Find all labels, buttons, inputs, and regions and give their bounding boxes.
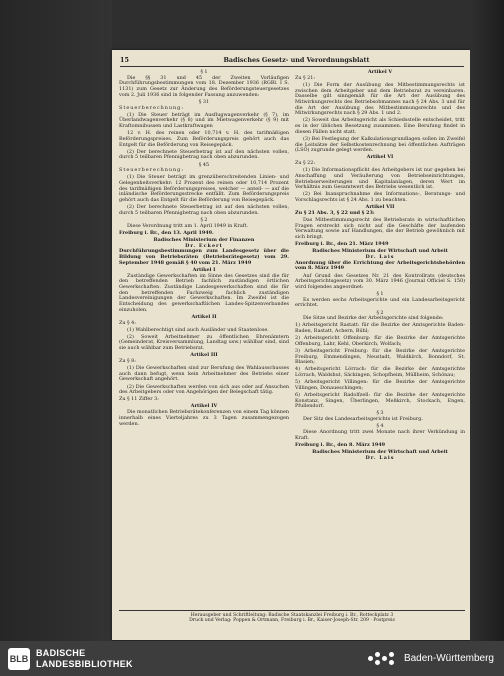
imprint-footer [119,610,465,624]
blb-line-1: BADISCHE [36,647,86,658]
left-text-block: Zu § 11 Ziffer 3: [119,396,159,403]
right-text-block: (3) Bei Festlegung der Kalkulationsgrundlagen sollen im Zweifel die Leitsätze der Selbstkostenrechnung bei öffentlichen Aufträgen (LSÖ) zugrunde gelegt werden. [295,135,465,154]
left-text-block: § 31 [198,98,210,105]
right-text-block: Zu § 21 Abs. 3, § 22 und § 23: [295,209,375,216]
right-text-block: Die Sitze und Bezirke der Arbeitsgerichte sind folgende: [303,315,444,322]
blb-logo[interactable] [8,648,133,670]
right-text-block: Auf Grund des Gesetzes Nr. 21 des Kontrollrats (deutsches Arbeitsgerichtsgesetz) vom 30. März 1946 (Journal Officiel S. 150) wird folgendes angeordnet: [295,272,465,290]
right-text-block: 2) Arbeitsgericht Offenburg: für die Bezirke der Amtsgerichte Offenburg, Lahr, Kehl, Oberkirch, Wolfach; [295,335,465,347]
left-text-block: Zuständige Gewerkschaften im Sinne des Gesetzes sind die für den betreffenden Betrieb fachlich zuständigen örtlichen Gewerkschaften. Zuständige Landesgewerkschaften sind die für den betreffenden Fachzweig fachlich zuständigen Landesvereinigungen der Gewerkschaften. Im Zweifel ist die Entscheidung des gewerkschaftlichen Landes-Spitzenverbandes einzuholen. [119,272,289,313]
right-text-block: 1) Arbeitsgericht Rastatt: für die Bezirke der Amtsgerichte Baden-Baden, Rastatt, Achern, Bühl; [295,322,465,334]
library-footer-bar [0,641,504,676]
blb-logo-mark: BLB [8,648,30,670]
blb-line-2: LANDESBIBLIOTHEK [36,658,133,669]
left-text-block: Artikel III [190,352,218,359]
bw-logo[interactable] [368,651,494,667]
right-text-block: Dr. Lais [365,454,395,461]
left-text-block: (1) Die Steuer beträgt im Ausflugwagenverkehr (§ 7), im Überlandwagenverkehr (§ 8) und im Mietwagenverkehr (§ 9) mit Kraftomnibussen und Lastkraftwagen [119,111,289,130]
left-text-block: Steuerberechnung: [119,104,184,111]
left-text-block: (2) Der berechnete Steuerbetrag ist auf den nächsten vollen, durch 5 teilbaren Pfennigbetrag nach oben abzurunden. [119,204,289,216]
right-page-edge [470,0,504,641]
right-text-block: § 2 [376,309,384,316]
right-text-block: Diese Anordnung tritt zwei Monate nach ihrer Verkündung in Kraft. [295,428,465,441]
left-text-block: Zu § 4: [119,319,136,326]
right-text-block: Es werden sechs Arbeitsgerichte und ein Landesarbeitsgericht errichtet. [295,296,465,309]
right-text-block: 6) Arbeitsgericht Radolfzell: für die Bezirke der Amtsgerichte Konstanz, Singen, Überlingen, Meßkirch, Stockach, Engen, Pfullendorf. [295,391,465,410]
left-text-block: Artikel I [192,266,216,273]
left-text-block: Diese Verordnung tritt am 1. April 1949 in Kraft. [127,222,249,229]
right-text-block: 3) Arbeitsgericht Freiburg: für die Bezirke der Amtsgerichte Freiburg, Emmendingen, Neustadt, Waldkirch, Bonndorf, St. Blasien; [295,347,465,366]
left-text-block: Badisches Ministerium der Finanzen [153,236,255,243]
right-text-block: Artikel VII [365,204,395,211]
journal-title: Badisches Gesetz- und Verordnungsblatt [223,56,370,64]
left-text-block: (2) Der berechnete Steuerbetrag ist auf den nächsten vollen, durch 5 teilbaren Pfennigbetrag nach oben abzurunden. [119,148,289,161]
left-page-edge [0,0,112,641]
right-text-block: Anordnung über die Errichtung der Arbeitsgerichtsbehörden vom 8. März 1949 [295,259,465,272]
page-header [120,56,464,67]
left-text-block: Artikel II [191,313,217,320]
right-text-block: Badisches Ministerium der Wirtschaft und Arbeit [312,448,448,455]
left-text-block: Durchführungsbestimmungen zum Landesgesetz über die Bildung von Betriebsräten (Betriebsrätegesetz) vom 29. September 1948 gemäß § 40 vom 21. März 1949 [119,248,289,266]
left-text-block: (2) Soweit Arbeitnehmer zu öffentlichen Ehrenämtern (Gemeinderat, Kreisversammlung, Landtag usw.) wählbar sind, sind sie auch wählbar zum Betriebsrat. [119,333,289,352]
left-text-block: (2) Die Gewerkschaften werden von sich aus oder auf Ansuchen des Arbeitgebers oder von Angehörigen der Belegschaft tätig. [119,383,289,396]
right-text-block: Dr. Lais [365,254,395,260]
bw-dots-icon [368,651,398,667]
blb-logo-text [36,648,133,670]
left-column [119,70,289,429]
right-text-block: Zu § 22: [295,160,315,167]
right-text-block: Zu § 21: [295,74,315,81]
right-text-block: Badisches Ministerium der Wirtschaft und Arbeit [312,248,448,255]
right-text-block: § 1 [376,291,384,297]
left-text-block: Artikel IV [190,403,218,410]
page-number: 15 [120,56,129,64]
right-text-block: Der Sitz des Landesarbeitsgerichts ist Freiburg. [303,416,423,423]
left-text-block: (1) Die Steuer beträgt im grenzüberschreitenden Linien- und Gelegenheitsverkehr: 12 Prozent des reinen oder 10,714 Prozent des tarifmäßigen Beförderungspreises, welcher — anteil- — auf die inländische Beförderungsstrecke entfällt. Zum Beförderungspreis gehört auch das Entgelt für die Beförderung von Reisegepäck. [119,174,289,204]
bw-state-name: Baden-Württemberg [403,653,494,664]
right-text-block: (1) Die Informationspflicht des Arbeitgebers ist nur gegeben bei Anschaffung und Veräußerung von Betriebseinrichtungen, Betriebserweiterungen und Kapitalanlagen, deren Wert im Verhältnis zum Gesamtwert des Betriebs wesentlich ist. [295,167,465,191]
right-text-block: 4) Arbeitsgericht Lörrach: für die Bezirke der Amtsgerichte Lörrach, Waldshut, Säckingen, Schopfheim, Müllheim, Schönau; [295,366,465,379]
right-text-block: 5) Arbeitsgericht Villingen: für die Bezirke der Amtsgerichte Villingen, Donaueschingen; [295,379,465,391]
left-text-block: Dr. Eckert [185,242,223,249]
right-text-block: (2) Soweit das Arbeitsgericht als Schiedsstelle entscheidet, tritt es in der üblichen Besetzung zusammen. Eine Berufung findet in diesen Fällen nicht statt. [295,117,465,135]
left-text-block: § 1 [200,69,208,75]
left-text-block: Steuerberechnung: [119,167,184,174]
left-text-block: Zu § 8: [119,357,136,364]
right-text-block: Das Mitbestimmungsrecht des Betriebsrats in wirtschaftlichen Fragen erstreckt sich nicht auf die Geschäfte der laufenden Verwaltung sowie auf Handlungen, die der Betrieb gewöhnlich mit sich bringt. [295,217,465,241]
right-text-block: § 4 [376,423,384,430]
left-text-block: (1) Wahlberechtigt sind auch Ausländer und Staatenlose. [127,326,269,333]
left-text-block: Die monatlichen Betriebsrätekonferenzen von einem Tag können innerhalb eines Vierteljahres zu 3 Tagen zusammengezogen werden. [119,409,289,427]
left-text-block: Freiburg i. Br., den 13. April 1949. [119,229,214,236]
left-text-block: § 45 [198,161,210,168]
right-text-block: Freiburg i. Br., den 21. März 1949 [295,241,389,248]
left-text-block: Die §§ 31 und 45 der Zweiten Vorläufigen Durchführungsbestimmungen vom 18. Dezember 1936 (RGBl. I S. 1131) zum Gesetz zur Änderung des Beförderungsteuergesetzes vom 2. Juli 1936 sind in folgender Fassung anzuwenden: [119,74,289,98]
left-text-block: § 2 [200,217,208,223]
right-text-block: Artikel V [367,69,393,75]
right-text-block: Artikel VI [366,154,394,161]
right-text-block: § 3 [376,410,384,417]
imprint-line-2: Druck und Verlag: Poppen & Ortmann, Freiburg i. Br., Kaiser-Joseph-Str. 209 · Postpreis [189,618,395,624]
left-text-block: 12 v. H. des reinen oder 10,714 v. H. des tarifmäßigen Beförderungspreises. Zum Beförderungspreis gehört auch das Entgelt für die Beförderung von Reisegepäck. [119,130,289,148]
document-page [112,50,472,640]
right-text-block: Freiburg i. Br., den 8. März 1949 [295,441,386,448]
right-text-block: (1) Die Form der Ausübung des Mitbestimmungsrechts ist zwischen dem Arbeitgeber und dem Betriebsrat zu vereinbaren. Dasselbe gilt sinngemäß für die Art der Ausübung des Mitwirkungsrechts des Betriebsobmannes nach § 24 Abs. 3 und für die Art der Ausübung des Mitbestimmungsrechts und des Mitwirkungsrechts nach § 29 Abs. 1 und 2. [295,81,465,117]
left-text-block: (1) Die Gewerkschaften sind zur Berufung des Wahlausschusses auch dann befugt, wenn kein Arbeitnehmer des Betriebs einer Gewerkschaft angehört. [119,365,289,383]
imprint-line-1: Herausgeber und Schriftleitung: Badische Staatskanzlei Freiburg i. Br., Rotteckplatz 3 [190,613,394,618]
right-text-block: (2) Bei Inanspruchnahme des Informations-, Beratungs- und Vorschlagsrechts ist § 24 Abs. 1 zu beachten. [295,191,465,204]
right-column [295,70,465,461]
